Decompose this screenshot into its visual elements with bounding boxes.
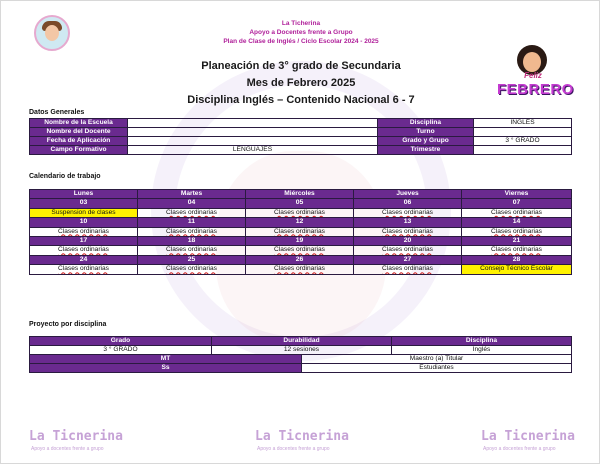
date-cell: 18: [138, 237, 246, 246]
week-date-row: [30, 237, 572, 246]
proyecto-grado[interactable]: 3 ° GRADO: [30, 346, 212, 355]
footer-brand-left: La Ticnerina: [29, 429, 123, 444]
date-cell: 21: [462, 237, 572, 246]
day-header: Lunes: [30, 190, 138, 199]
datos-row: [30, 119, 572, 128]
week-date-row: [30, 255, 572, 264]
datos-value[interactable]: [128, 119, 378, 128]
proyecto-ss-row: [30, 364, 572, 373]
calendar-table: [29, 189, 572, 275]
datos-value[interactable]: [474, 146, 572, 155]
date-cell: 19: [246, 237, 354, 246]
header-plan: Plan de Clase de Inglés / Ciclo Escolar 2024 - 2025: [223, 38, 379, 45]
activity-cell: Suspension de clases: [30, 208, 138, 217]
datos-value[interactable]: [474, 128, 572, 137]
datos-value[interactable]: INGLÉS: [474, 119, 572, 128]
badge-feliz: Feliz: [524, 71, 542, 80]
activity-cell: Clases ordinarias: [138, 208, 246, 217]
footer-sub-center: Apoyo a docentes frente a grupo: [257, 446, 330, 452]
week-activity-row: [30, 227, 572, 236]
activity-cell: Clases ordinarias: [138, 227, 246, 236]
day-header: Jueves: [354, 190, 462, 199]
header-tagline: Apoyo a Docentes frente a Grupo: [249, 29, 353, 36]
date-cell: 12: [246, 218, 354, 227]
datos-label: Trimestre: [378, 146, 474, 155]
date-cell: 24: [30, 255, 138, 264]
proyecto-value-row: [30, 346, 572, 355]
date-cell: 07: [462, 199, 572, 208]
date-cell: 06: [354, 199, 462, 208]
week-activity-row: [30, 265, 572, 274]
footer-sub-right: Apoyo a docentes frente a grupo: [483, 446, 556, 452]
mt-label: MT: [30, 355, 302, 364]
week-activity-row: [30, 208, 572, 217]
badge-febrero: FEBRERO: [497, 81, 574, 98]
datos-label: Fecha de Aplicación: [30, 137, 128, 146]
day-header: Martes: [138, 190, 246, 199]
datos-value[interactable]: 3 ° GRADO: [474, 137, 572, 146]
activity-cell: Clases ordinarias: [138, 265, 246, 274]
datos-label: Nombre de la Escuela: [30, 119, 128, 128]
activity-cell: Clases ordinarias: [138, 246, 246, 255]
proyecto-col-header: Grado: [30, 337, 212, 346]
date-cell: 26: [246, 255, 354, 264]
date-cell: 04: [138, 199, 246, 208]
activity-cell: Clases ordinarias: [354, 208, 462, 217]
datos-row: [30, 146, 572, 155]
datos-label: Grado y Grupo: [378, 137, 474, 146]
datos-heading: Datos Generales: [29, 109, 85, 116]
date-cell: 11: [138, 218, 246, 227]
proyecto-heading: Proyecto por disciplina: [29, 321, 107, 328]
day-header: Miércoles: [246, 190, 354, 199]
date-cell: 28: [462, 255, 572, 264]
calendar-day-header-row: [30, 190, 572, 199]
activity-cell: Clases ordinarias: [462, 227, 572, 236]
activity-cell: Clases ordinarias: [354, 227, 462, 236]
datos-value[interactable]: LENGUAJES: [128, 146, 378, 155]
date-cell: 17: [30, 237, 138, 246]
datos-row: [30, 128, 572, 137]
activity-cell: Clases ordinarias: [246, 208, 354, 217]
mt-value: Maestro (a) Titular: [302, 355, 572, 364]
activity-cell: Clases ordinarias: [354, 265, 462, 274]
proyecto-col-header: Durabilidad: [212, 337, 392, 346]
footer-brand-center: La Ticnerina: [255, 429, 349, 444]
ss-value: Estudiantes: [302, 364, 572, 373]
footer-sub-left: Apoyo a docentes frente a grupo: [31, 446, 104, 452]
calendario-heading: Calendario de trabajo: [29, 173, 101, 180]
datos-label: Turno: [378, 128, 474, 137]
datos-row: [30, 137, 572, 146]
activity-cell: Clases ordinarias: [30, 265, 138, 274]
activity-cell: Clases ordinarias: [354, 246, 462, 255]
week-activity-row: [30, 246, 572, 255]
date-cell: 14: [462, 218, 572, 227]
date-cell: 20: [354, 237, 462, 246]
date-cell: 10: [30, 218, 138, 227]
datos-table: [29, 118, 572, 155]
proyecto-durabilidad[interactable]: 12 sesiones: [212, 346, 392, 355]
datos-label: Nombre del Docente: [30, 128, 128, 137]
activity-cell: Clases ordinarias: [462, 246, 572, 255]
activity-cell: Consejo Técnico Escolar: [462, 265, 572, 274]
activity-cell: Clases ordinarias: [246, 265, 354, 274]
proyecto-disciplina[interactable]: Inglés: [392, 346, 572, 355]
datos-value[interactable]: [128, 128, 378, 137]
activity-cell: Clases ordinarias: [30, 227, 138, 236]
week-date-row: [30, 199, 572, 208]
datos-label: Campo Formativo: [30, 146, 128, 155]
proyecto-mt-row: [30, 355, 572, 364]
page-subtitle-month: Mes de Febrero 2025: [246, 77, 356, 89]
activity-cell: Clases ordinarias: [246, 227, 354, 236]
feliz-febrero-badge: [497, 43, 574, 109]
date-cell: 05: [246, 199, 354, 208]
header-brand: La Ticherina: [281, 20, 321, 27]
page-title: Planeación de 3° grado de Secundaria: [201, 60, 401, 72]
date-cell: 03: [30, 199, 138, 208]
activity-cell: Clases ordinarias: [462, 208, 572, 217]
date-cell: 25: [138, 255, 246, 264]
proyecto-table: [29, 336, 572, 373]
activity-cell: Clases ordinarias: [246, 246, 354, 255]
proyecto-col-header: Disciplina: [392, 337, 572, 346]
datos-label: Disciplina: [378, 119, 474, 128]
datos-value[interactable]: [128, 137, 378, 146]
page-subtitle-discipline: Disciplina Inglés – Contenido Nacional 6 - 7: [187, 94, 415, 106]
date-cell: 27: [354, 255, 462, 264]
activity-cell: Clases ordinarias: [30, 246, 138, 255]
week-date-row: [30, 218, 572, 227]
date-cell: 13: [354, 218, 462, 227]
footer-brand-right: La Ticnerina: [481, 429, 575, 444]
ss-label: Ss: [30, 364, 302, 373]
brand-logo-icon: [34, 15, 70, 51]
day-header: Viernes: [462, 190, 572, 199]
proyecto-header-row: [30, 337, 572, 346]
